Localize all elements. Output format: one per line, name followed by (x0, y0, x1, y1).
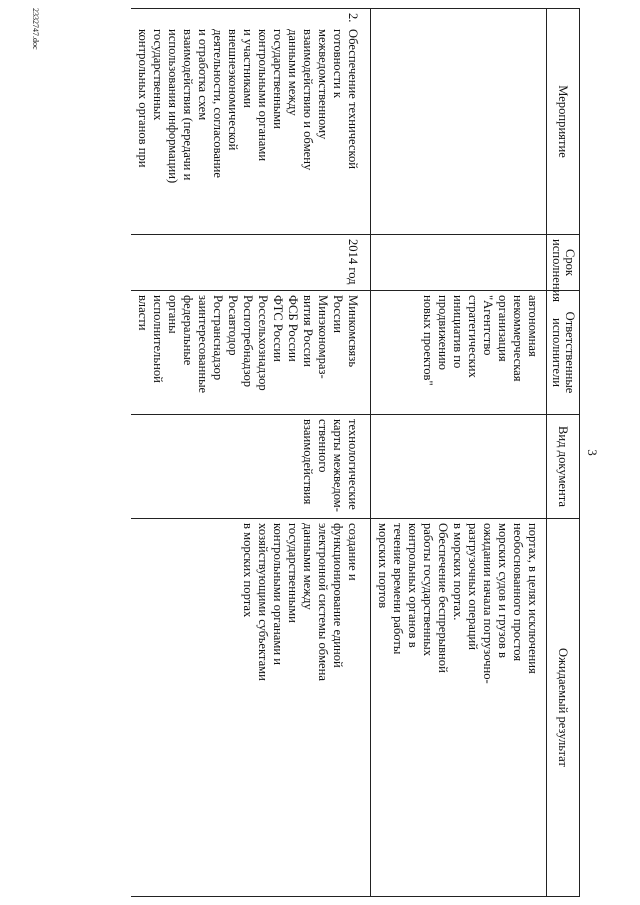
text-line: использования информации) (166, 29, 180, 184)
text-line: данными между (286, 29, 300, 116)
text-line: разгрузочных операций (466, 523, 480, 651)
header-result (547, 519, 580, 897)
table-row (371, 9, 547, 897)
text-line: контрольными органами (256, 29, 270, 162)
table-header-row (547, 9, 580, 897)
text-line: готовности к (331, 29, 345, 99)
text-line: государственных (151, 29, 165, 121)
text-line: ФТС России (271, 295, 285, 362)
text-line: исполнительной (151, 295, 165, 383)
deadline-text: 2014 год (346, 239, 360, 285)
footer-doc-code: 2332747.doc (31, 8, 40, 50)
header-activity (547, 9, 580, 235)
text-line: течение времени работы (391, 523, 405, 655)
text-line: контрольных органов при (136, 29, 150, 168)
text-line: Срок (563, 248, 577, 277)
text-line: в морских портах (241, 523, 255, 618)
text-line: Ожидаемый результат (556, 648, 571, 767)
text-line: данными между (301, 523, 315, 610)
text-line: морских судов и грузов в (496, 523, 510, 658)
text-line: Обеспечение технической (346, 29, 360, 170)
text-line: работы государственных (421, 523, 435, 657)
text-line: новых проектов" (421, 295, 435, 386)
cell-activity (371, 9, 547, 235)
text-line: внешнеэкономической (226, 29, 240, 151)
measures-table (131, 8, 580, 897)
cell-responsible (131, 291, 371, 415)
text-line: ФСБ России (286, 295, 300, 362)
row-number: 2. (346, 13, 360, 23)
text-line: России (331, 295, 345, 333)
text-line: функционирование единой (331, 523, 345, 668)
text-line: необоснованного простоя (511, 523, 525, 662)
cell-result (131, 519, 371, 897)
text-line: Ространснадзор (211, 295, 225, 381)
text-line: Вид документа (556, 425, 571, 508)
text-line: взаимодействия (301, 419, 315, 505)
text-line: создание и (346, 523, 360, 581)
text-line: инициатив по (451, 295, 465, 369)
cell-deadline (131, 235, 371, 291)
text-line: взаимодействия (передачи и (181, 29, 195, 181)
header-responsible (547, 291, 580, 415)
text-line: государственными (271, 29, 285, 129)
text-line: межведомственному (316, 29, 330, 140)
text-line: автономная (526, 295, 540, 357)
cell-doc-type (371, 415, 547, 519)
text-line: контрольными органами и (271, 523, 285, 665)
text-line: продвижению (436, 295, 450, 371)
text-line: заинтересованные (196, 295, 210, 394)
text-line: карты межведом- (331, 419, 345, 512)
activity-lines (135, 25, 360, 183)
text-line: исполнители (550, 317, 564, 388)
text-line: Роспотребнадзор (241, 295, 255, 388)
page-number: 3 (585, 449, 600, 456)
cell-activity (131, 9, 371, 235)
text-line: Обеспечение беспрерывной (436, 523, 450, 673)
text-line: Минэкономраз- (316, 295, 330, 379)
cell-responsible (371, 291, 547, 415)
cell-deadline (371, 235, 547, 291)
text-line: органы (166, 295, 180, 334)
text-line: хозяйствующими субъектами (256, 523, 270, 681)
cell-result (371, 519, 547, 897)
text-line: и отработка схем (196, 29, 210, 121)
text-line: организация (496, 295, 510, 362)
text-line: и участниками (241, 29, 255, 108)
text-line: ожидании начала погрузочно- (481, 523, 495, 684)
text-line: портах, в целях исключения (526, 523, 540, 674)
text-line: государственными (286, 523, 300, 623)
text-line: ственного (316, 419, 330, 473)
text-line: электронной системы обмена (316, 523, 330, 681)
text-line: морских портов (376, 523, 390, 609)
text-line: деятельности, согласование (211, 29, 225, 179)
text-line: контрольных органов в (406, 523, 420, 648)
text-line: Росавтодор (226, 295, 240, 356)
text-line: в морских портах. (451, 523, 465, 621)
text-line: исполнения (550, 239, 564, 303)
text-line: Ответственные (563, 311, 577, 394)
text-line: технологические (346, 419, 360, 510)
cell-doc-type (131, 415, 371, 519)
text-line: "Агентство (481, 295, 495, 356)
text-line: вития России (301, 295, 315, 367)
text-line: Россельхознадзор (256, 295, 270, 391)
table-row (131, 9, 371, 897)
text-line: власти (136, 295, 150, 331)
text-line: некоммерческая (511, 295, 525, 382)
text-line: стратегических (466, 295, 480, 378)
text-line: Минкомсвязь (346, 295, 360, 368)
header-deadline (547, 235, 580, 303)
header-doc-type (547, 415, 580, 519)
text-line: федеральные (181, 295, 195, 366)
text-line: Мероприятие (556, 85, 571, 158)
text-line: взаимодействию и обмену (301, 29, 315, 171)
